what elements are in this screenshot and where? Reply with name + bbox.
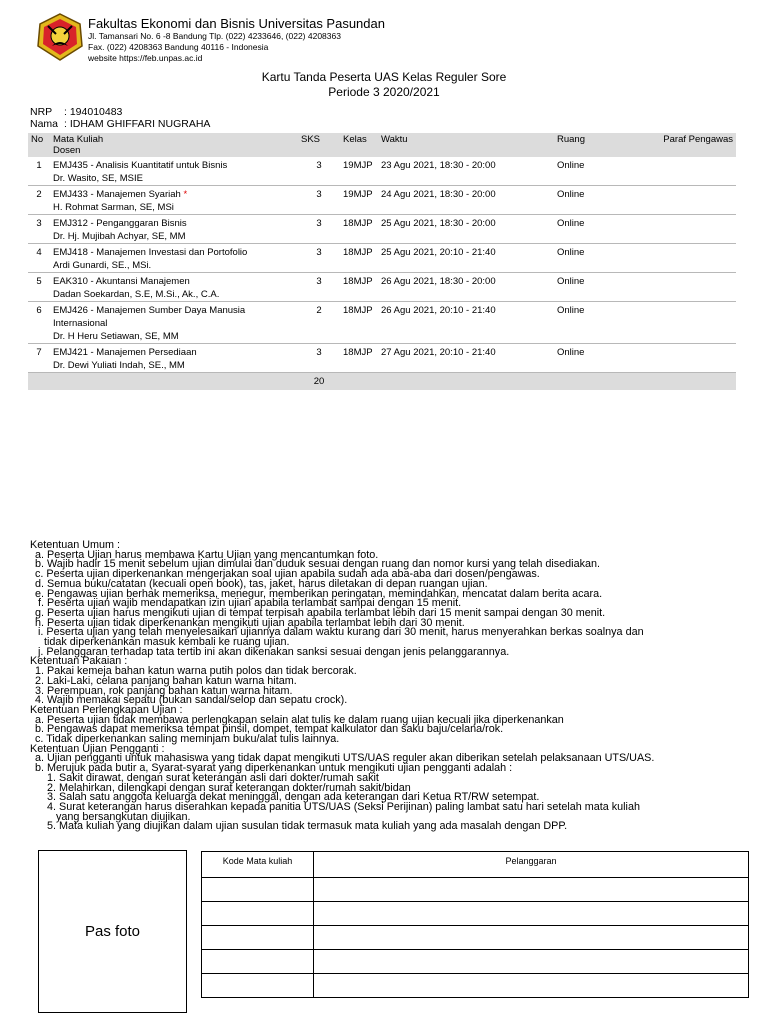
violation-row [202,902,749,926]
course-name: EAK310 - Akuntansi Manajemen [53,276,190,287]
rule-item: b. Merujuk pada butir a, Syarat-syarat yang diperkenankan untuk mengikuti ujian pengganti adalah : [35,762,513,775]
course-name: EMJ435 - Analisis Kuantitatif untuk Bisnis [53,160,228,171]
table-row [28,273,736,302]
row-course [50,344,298,373]
rule-item: 3. Perempuan, rok panjang bahan katun warna hitam. [35,684,293,697]
row-room: Online [557,218,585,229]
row-no: 5 [36,276,42,287]
violation-row [202,950,749,974]
row-sks: 3 [316,276,322,287]
row-sks: 3 [316,218,322,229]
total-row [28,373,736,391]
row-room: Online [557,347,585,358]
course-name-cont: Internasional [53,318,108,329]
row-signature [636,273,736,302]
lecturer-name: H. Rohmat Sarman, SE, MSi [53,202,174,213]
row-signature [636,215,736,244]
course-table [28,133,736,390]
lecturer-name: Ardi Gunardi, SE., MSi. [53,260,152,271]
lecturer-name: Dadan Soekardan, S.E, M.Si., Ak., C.A. [53,289,220,300]
row-course [50,157,298,186]
row-no: 2 [36,189,42,200]
table-row [28,157,736,186]
row-no: 3 [36,218,42,229]
lecturer-name: Dr. Hj. Mujibah Achyar, SE, MM [53,231,186,242]
header-course [50,133,298,157]
row-signature [636,344,736,373]
rule-item: c. Peserta ujian diperkenankan mengerjakan soal ujian apabila sudah ada aba-aba dari dosen/pengawas. [35,568,540,581]
row-class: 18MJP [343,305,373,316]
card-title: Kartu Tanda Peserta UAS Kelas Reguler Sore [261,70,507,84]
row-class: 18MJP [343,276,373,287]
violation-row [202,926,749,950]
course-name: EMJ426 - Manajemen Sumber Daya Manusia [53,305,246,316]
rule-item: a. Peserta Ujian harus membawa Kartu Ujian yang mencantumkan foto. [35,548,379,561]
row-class: 18MJP [343,218,373,229]
table-header-row [28,133,736,157]
row-class: 19MJP [343,160,373,171]
rule-item: a. Peserta ujian tidak membawa perlengkapan selain alat tulis ke dalam ruang ujian kecuali jika diperkenankan [35,713,564,726]
table-row [28,302,736,344]
unpas-logo [36,12,84,62]
rule-item: 4. Wajib memakai sepatu (bukan sandal/selop dan sepatu crock). [35,694,348,707]
exam-rules [30,541,750,832]
row-class: 19MJP [343,189,373,200]
rule-item: d. Semua buku/catatan (kecuali open book), tas, jaket, harus diletakan di depan ruangan ujian. [35,577,488,590]
row-sks: 3 [316,347,322,358]
rule-item: 2. Laki-Laki, celana panjang bahan katun warna hitam. [35,674,297,687]
rule-item: h. Peserta ujian tidak diperkenankan mengikuti ujian apabila terlambat lebih dari 30 menit. [35,616,465,629]
header-sks: SKS [298,133,340,157]
header-room: Ruang [554,133,636,157]
lecturer-name: Dr. H Heru Setiawan, SE, MM [53,331,179,342]
photo-label: Pas foto [84,923,141,940]
header-time: Waktu [378,133,554,157]
rule-item: 1. Sakit dirawat, dengan surat keterangan asli dari dokter/rumah sakit [47,771,379,784]
row-course [50,302,298,344]
rule-item: 4. Surat keterangan harus diserahkan kepada panitia UTS/UAS (Seksi Perijinan) paling lambat satu hari setelah mata kuliah [47,800,640,813]
photo-box [38,850,187,1013]
nrp-label: NRP [30,106,53,118]
row-sks: 3 [316,189,322,200]
header-class: Kelas [340,133,378,157]
row-time: 26 Agu 2021, 18:30 - 20:00 [381,276,496,287]
rule-item: 2. Melahirkan, dilengkapi dengan surat keterangan dokter/rumah sakit/bidan [47,781,411,794]
violation-col-desc: Pelanggaran [314,852,749,878]
rule-item: g. Peserta ujian harus mengikuti ujian di tempat terpisah apabila terlambat lebih dari 15 menit sampai dengan 30 menit. [35,606,606,619]
row-time: 24 Agu 2021, 18:30 - 20:00 [381,189,496,200]
row-sks: 3 [316,160,322,171]
row-no: 6 [36,305,42,316]
row-room: Online [557,189,585,200]
table-row [28,186,736,215]
rule-item: yang bersangkutan diujikan. [47,810,191,823]
violation-col-code: Kode Mata kuliah [202,852,314,878]
violation-table [201,851,749,998]
row-time: 26 Agu 2021, 20:10 - 21:40 [381,305,496,316]
rule-item: c. Tidak diperkenankan saling meminjam buku/alat tulis lainnya. [35,733,340,746]
row-time: 27 Agu 2021, 20:10 - 21:40 [381,347,496,358]
course-name: EMJ433 - Manajemen Syariah * [53,189,188,200]
name-value: : IDHAM GHIFFARI NUGRAHA [64,118,211,130]
header-course-label: Mata Kuliah [53,134,104,145]
rule-item: 1. Pakai kemeja bahan katun warna putih polos dan tidak bercorak. [35,665,357,678]
row-no: 4 [36,247,42,258]
row-room: Online [557,160,585,171]
course-mark: * [183,189,188,200]
rule-item: j. Pelanggaran terhadap tata tertib ini akan dikenakan sanksi sesuai dengan jenis pelanggarannya. [35,645,510,658]
address-line: Jl. Tamansari No. 6 -8 Bandung Tlp. (022) 4233646, (022) 4208363 [88,31,341,41]
header-lecturer-label: Dosen [53,145,81,156]
violation-row [202,974,749,998]
table-row [28,244,736,273]
row-course [50,215,298,244]
website-line: website https://feb.unpas.ac.id [88,53,203,63]
header-signature: Paraf Pengawas [636,133,736,157]
row-course [50,186,298,215]
rule-item: b. Pengawas dapat memeriksa tempat pinsil, dompet, tempat kalkulator dan saku baju/celana/rok. [35,723,504,736]
faculty-name: Fakultas Ekonomi dan Bisnis Universitas Pasundan [88,16,385,31]
rule-item: e. Pengawas ujian berhak memeriksa, menegur, memberikan peringatan, memindahkan, mencatat dalam berita acara. [35,587,603,600]
total-sks: 20 [298,373,340,391]
rule-item: 3. Salah satu anggota keluarga dekat meninggal, dengan ada keterangan dari Ketua RT/RW setempat. [47,791,540,804]
row-time: 23 Agu 2021, 18:30 - 20:00 [381,160,496,171]
violation-header-row [202,852,749,878]
row-signature [636,244,736,273]
row-no: 7 [36,347,42,358]
table-row [28,215,736,244]
lecturer-name: Dr. Dewi Yuliati Indah, SE., MM [53,360,185,371]
header-no: No [28,133,50,157]
nrp-value: : 194010483 [64,106,123,118]
row-course [50,273,298,302]
violation-row [202,878,749,902]
fax-line: Fax. (022) 4208363 Bandung 40116 - Indonesia [88,42,269,52]
course-name: EMJ418 - Manajemen Investasi dan Portofolio [53,247,248,258]
row-signature [636,157,736,186]
rule-item: f. Peserta ujian wajib mendapatkan izin ujian apabila terlambat sampai dengan 15 menit. [35,597,462,610]
name-label: Nama [30,118,59,130]
row-course [50,244,298,273]
rule-heading: Ketentuan Ujian Pengganti : [30,742,165,755]
course-name: EMJ421 - Manajemen Persediaan [53,347,197,358]
table-row [28,344,736,373]
course-name: EMJ312 - Penganggaran Bisnis [53,218,187,229]
rule-item: i. Peserta ujian yang telah menyelesaikan ujiannya dalam waktu kurang dari 30 menit, harus menyerahkan berkas soalnya dan [35,626,644,639]
rule-item: 5. Mata kuliah yang diujikan dalam ujian susulan tidak termasuk mata kuliah yang ada masalah dengan DPP. [47,820,568,833]
lecturer-name: Dr. Wasito, SE, MSIE [53,173,143,184]
row-sks: 3 [316,247,322,258]
rule-heading: Ketentuan Perlengkapan Ujian : [30,703,183,716]
row-room: Online [557,276,585,287]
rule-heading: Ketentuan Pakaian : [30,655,128,668]
row-class: 18MJP [343,247,373,258]
row-signature [636,186,736,215]
rule-item: tidak diperkenankan masuk kembali ke ruang ujian. [35,636,290,649]
row-sks: 2 [316,305,322,316]
row-signature [636,302,736,344]
rule-heading: Ketentuan Umum : [30,539,121,551]
row-time: 25 Agu 2021, 18:30 - 20:00 [381,218,496,229]
card-period: Periode 3 2020/2021 [328,85,440,99]
row-no: 1 [36,160,42,171]
rule-item: b. Wajib hadir 15 menit sebelum ujian dimulai dan duduk sesuai dengan ruang dan nomor kursi yang telah disediakan. [35,558,600,571]
row-class: 18MJP [343,347,373,358]
rule-item: a. Ujian pengganti untuk mahasiswa yang tidak dapat mengikuti UTS/UAS reguler akan diberikan setelah pelaksanaan UTS/UAS. [35,752,655,765]
row-time: 25 Agu 2021, 20:10 - 21:40 [381,247,496,258]
row-room: Online [557,247,585,258]
row-room: Online [557,305,585,316]
